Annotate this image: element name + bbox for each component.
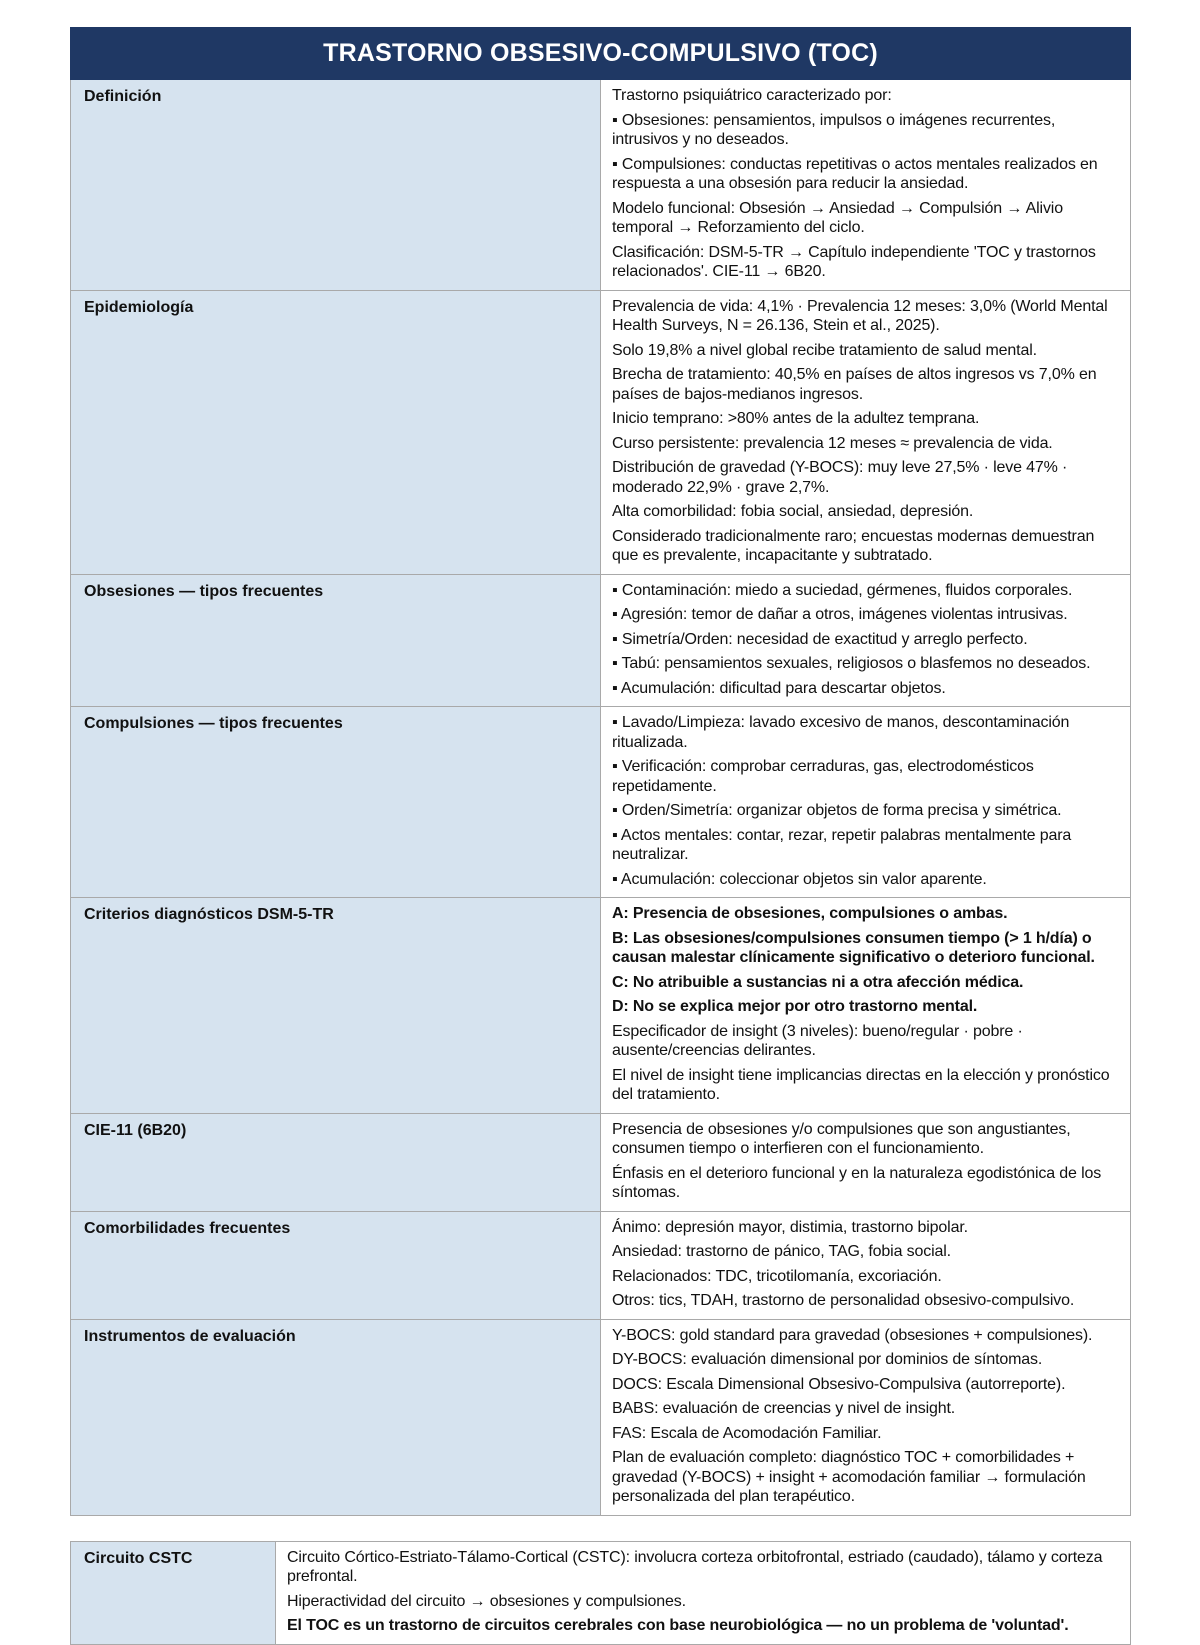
section-content bbox=[601, 898, 1131, 1114]
content-line: Solo 19,8% a nivel global recibe tratamiento de salud mental. bbox=[612, 341, 1037, 359]
key-message: El TOC es un trastorno de circuitos cerebrales con base neurobiológica — no un problema de 'voluntad'. bbox=[287, 1617, 1069, 1634]
content-line: Otros: tics, TDAH, trastorno de personalidad obsesivo-compulsivo. bbox=[612, 1292, 1075, 1309]
section-content bbox=[601, 1319, 1131, 1515]
content-line: Brecha de tratamiento: 40,5% en países de altos ingresos vs 7,0% en países de bajos-medianos ingresos. bbox=[612, 366, 1097, 403]
section-label: Criterios diagnósticos DSM-5-TR bbox=[71, 898, 601, 1114]
section-row-epidemiologia bbox=[71, 290, 1131, 574]
content-line: Modelo funcional: Obsesión → Ansiedad → Compulsión → Alivio temporal → Reforzamiento del ciclo. bbox=[612, 199, 1063, 236]
content-line: ▪ Lavado/Limpieza: lavado excesivo de manos, descontaminación ritualizada. bbox=[612, 714, 1070, 751]
content-line: FAS: Escala de Acomodación Familiar. bbox=[612, 1424, 882, 1442]
content-line: Trastorno psiquiátrico caracterizado por: bbox=[612, 87, 892, 104]
content-line: Clasificación: DSM-5-TR → Capítulo independiente 'TOC y trastornos relacionados'. CIE-11 → 6B20. bbox=[612, 243, 1096, 280]
section-content bbox=[601, 1211, 1131, 1319]
content-line: Especificador de insight (3 niveles): bueno/regular · pobre · ausente/creencias delirantes. bbox=[612, 1022, 1023, 1059]
content-line: Considerado tradicionalmente raro; encuestas modernas demuestran que es prevalente, incapacitante y subtratado. bbox=[612, 527, 1095, 564]
content-line: Relacionados: TDC, tricotilomanía, excoriación. bbox=[612, 1267, 942, 1285]
section-row-obsesiones bbox=[71, 574, 1131, 707]
content-line: ▪ Acumulación: dificultad para descartar objetos. bbox=[612, 679, 946, 697]
section-content bbox=[601, 80, 1131, 291]
content-line: Presencia de obsesiones y/o compulsiones que son angustiantes, consumen tiempo o interfieren con el funcionamiento. bbox=[612, 1120, 1071, 1157]
circuit-table bbox=[70, 1541, 1131, 1645]
content-line: Ansiedad: trastorno de pánico, TAG, fobia social. bbox=[612, 1243, 951, 1260]
content-line: Hiperactividad del circuito → obsesiones y compulsiones. bbox=[287, 1592, 686, 1610]
content-line: Y-BOCS: gold standard para gravedad (obsesiones + compulsiones). bbox=[612, 1326, 1093, 1344]
content-line: ▪ Verificación: comprobar cerraduras, gas, electrodomésticos repetidamente. bbox=[612, 758, 1034, 795]
criterion-line: C: No atribuible a sustancias ni a otra afección médica. bbox=[612, 973, 1024, 991]
content-line: ▪ Acumulación: coleccionar objetos sin valor aparente. bbox=[612, 870, 987, 888]
content-line: Distribución de gravedad (Y-BOCS): muy leve 27,5% · leve 47% · moderado 22,9% · grave 2,7%. bbox=[612, 459, 1068, 496]
section-row-instrumentos bbox=[71, 1319, 1131, 1515]
section-label: Comorbilidades frecuentes bbox=[71, 1211, 601, 1319]
section-row-cie11 bbox=[71, 1113, 1131, 1211]
content-line: ▪ Agresión: temor de dañar a otros, imágenes violentas intrusivas. bbox=[612, 606, 1068, 623]
section-label: Obsesiones — tipos frecuentes bbox=[71, 574, 601, 707]
content-line: ▪ Simetría/Orden: necesidad de exactitud y arreglo perfecto. bbox=[612, 630, 1028, 648]
criterion-line: B: Las obsesiones/compulsiones consumen tiempo (> 1 h/día) o causan malestar clínicamente significativo o deterioro funcional. bbox=[612, 929, 1095, 966]
section-content bbox=[601, 290, 1131, 574]
section-content bbox=[601, 1113, 1131, 1211]
content-line: El nivel de insight tiene implicancias directas en la elección y pronóstico del tratamiento. bbox=[612, 1066, 1110, 1103]
content-line: Prevalencia de vida: 4,1% · Prevalencia 12 meses: 3,0% (World Mental Health Surveys, N = 26.136, Stein et al., 2025). bbox=[612, 297, 1108, 334]
section-row-comorbilidades bbox=[71, 1211, 1131, 1319]
content-line: Alta comorbilidad: fobia social, ansiedad, depresión. bbox=[612, 503, 974, 520]
section-label: CIE-11 (6B20) bbox=[71, 1113, 601, 1211]
content-line: ▪ Contaminación: miedo a suciedad, gérmenes, fluidos corporales. bbox=[612, 581, 1073, 599]
content-line: ▪ Obsesiones: pensamientos, impulsos o imágenes recurrentes, intrusivos y no deseados. bbox=[612, 111, 1056, 148]
section-label: Circuito CSTC bbox=[71, 1541, 276, 1644]
content-line: DOCS: Escala Dimensional Obsesivo-Compulsiva (autorreporte). bbox=[612, 1375, 1066, 1393]
criterion-line: D: No se explica mejor por otro trastorno mental. bbox=[612, 998, 978, 1015]
toc-summary-table bbox=[70, 27, 1131, 1516]
table-spacer bbox=[70, 1516, 1131, 1541]
section-label: Definición bbox=[71, 80, 601, 291]
section-label: Instrumentos de evaluación bbox=[71, 1319, 601, 1515]
section-row-compulsiones bbox=[71, 707, 1131, 898]
criterion-line: A: Presencia de obsesiones, compulsiones o ambas. bbox=[612, 905, 1008, 922]
content-line: Ánimo: depresión mayor, distimia, trastorno bipolar. bbox=[612, 1218, 968, 1236]
section-label: Epidemiología bbox=[71, 290, 601, 574]
section-content bbox=[601, 707, 1131, 898]
document-title: TRASTORNO OBSESIVO-COMPULSIVO (TOC) bbox=[71, 28, 1131, 80]
content-line: Inicio temprano: >80% antes de la adultez temprana. bbox=[612, 410, 980, 427]
content-line: DY-BOCS: evaluación dimensional por dominios de síntomas. bbox=[612, 1351, 1043, 1368]
section-row-criterios-dsm bbox=[71, 898, 1131, 1114]
title-row bbox=[71, 28, 1131, 80]
content-line: ▪ Actos mentales: contar, rezar, repetir palabras mentalmente para neutralizar. bbox=[612, 826, 1072, 863]
content-line: ▪ Compulsiones: conductas repetitivas o actos mentales realizados en respuesta a una obsesión para reducir la ansiedad. bbox=[612, 155, 1098, 192]
content-line: Énfasis en el deterioro funcional y en la naturaleza egodistónica de los síntomas. bbox=[612, 1164, 1102, 1201]
content-line: Circuito Córtico-Estriato-Tálamo-Cortical (CSTC): involucra corteza orbitofrontal, estriado (caudado), tálamo y corteza prefrontal. bbox=[287, 1548, 1103, 1585]
document-sheet bbox=[70, 27, 1131, 1645]
section-content bbox=[276, 1541, 1131, 1644]
content-line: ▪ Tabú: pensamientos sexuales, religiosos o blasfemos no deseados. bbox=[612, 655, 1091, 672]
section-row-definicion bbox=[71, 80, 1131, 291]
section-label: Compulsiones — tipos frecuentes bbox=[71, 707, 601, 898]
content-line: ▪ Orden/Simetría: organizar objetos de forma precisa y simétrica. bbox=[612, 802, 1062, 819]
content-line: Plan de evaluación completo: diagnóstico TOC + comorbilidades + gravedad (Y-BOCS) + insight + acomodación familiar → formulación personalizada del plan terapéutico. bbox=[612, 1449, 1086, 1505]
section-content bbox=[601, 574, 1131, 707]
section-row-circuito bbox=[71, 1541, 1131, 1644]
content-line: BABS: evaluación de creencias y nivel de insight. bbox=[612, 1400, 956, 1417]
content-line: Curso persistente: prevalencia 12 meses ≈ prevalencia de vida. bbox=[612, 434, 1053, 452]
